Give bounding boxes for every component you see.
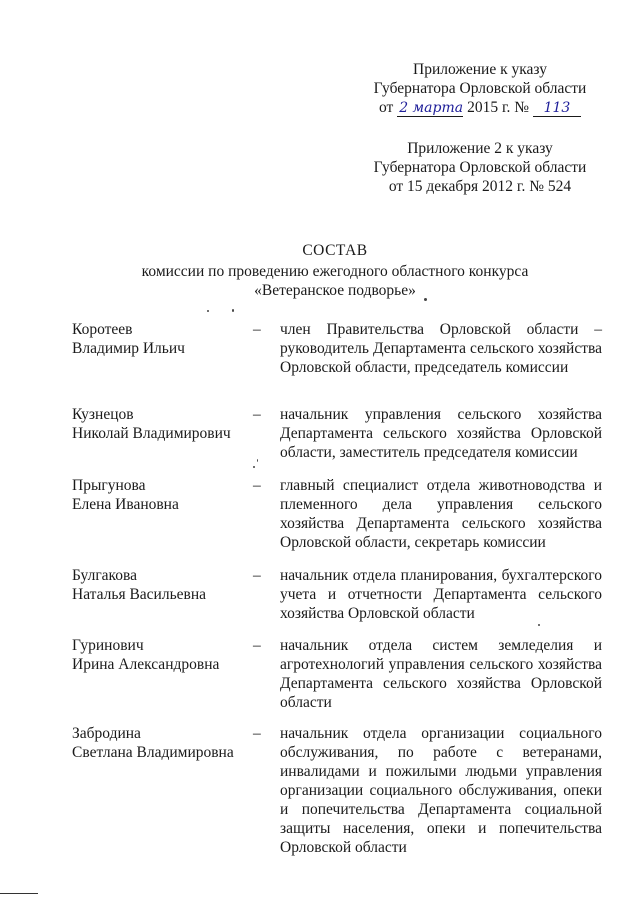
appendix-2-header (340, 139, 620, 196)
appendix-2-line-1: Приложение 2 к указу (407, 140, 553, 157)
handwritten-date: 2 марта (399, 100, 464, 116)
member-surname: Прыгунова (72, 477, 146, 494)
member-name (72, 476, 242, 514)
date-prefix: от (379, 99, 394, 116)
member-given-name: Елена Ивановна (72, 496, 179, 513)
document-title-block (60, 241, 610, 300)
document-title: СОСТАВ (302, 242, 368, 259)
member-given-name: Николай Владимирович (72, 425, 231, 442)
appendix-2-line-2: Губернатора Орловской области (373, 159, 587, 176)
member-role: член Правительства Орловской области – руководитель Департамента сельского хозяйства Орловской области, председатель комиссии (280, 321, 602, 376)
member-role: начальник отдела организации социального обслуживания, по работе с ветеранами, инвалидами и пожилыми людьми управления организации социального обслуживания, опеки и попечительства Департамента социальной защиты населения, опеки и попечительства Орловской области (280, 725, 602, 856)
member-given-name: Владимир Ильич (72, 340, 185, 357)
member-surname: Кузнецов (72, 406, 134, 423)
member-given-name: Светлана Владимировна (72, 744, 234, 761)
member-role: начальник отдела планирования, бухгалтерского учета и отчетности Департамента сельского хозяйства Орловской области (280, 567, 602, 622)
member-surname: Гуринович (72, 637, 144, 654)
scan-speck (424, 298, 427, 301)
handwritten-number: 113 (533, 101, 581, 117)
member-surname: Забродина (72, 725, 141, 742)
appendix-1-header (340, 60, 620, 117)
appendix-1-date-line (340, 98, 620, 117)
member-name (72, 566, 242, 604)
member-given-name: Ирина Александровна (72, 656, 220, 673)
member-surname: Коротеев (72, 321, 133, 338)
member-given-name: Наталья Васильевна (72, 586, 207, 603)
scan-speck (207, 310, 209, 312)
member-name (72, 320, 242, 358)
footer-rule (0, 893, 38, 894)
member-dash: – (253, 477, 261, 494)
member-dash: – (253, 406, 261, 423)
member-dash: – (253, 321, 261, 338)
member-role: главный специалист отдела животноводства и племенного дела управления сельского хозяйства Департамента сельского хозяйства Орловской области, секретарь комиссии (280, 477, 602, 551)
member-dash: – (253, 567, 261, 584)
appendix-1-line-1: Приложение к указу (413, 61, 547, 78)
appendix-2-line-3: от 15 декабря 2012 г. № 524 (388, 178, 572, 195)
date-year: 2015 г. № (467, 99, 530, 116)
document-subtitle-1: комиссии по проведению ежегодного областного конкурса (141, 263, 529, 280)
member-dash: – (253, 725, 261, 742)
member-name (72, 405, 242, 443)
document-subtitle-2: «Ветеранское подворье» (254, 282, 416, 299)
member-dash: – (253, 637, 261, 654)
member-surname: Булгакова (72, 567, 138, 584)
member-name (72, 724, 242, 762)
appendix-1-line-2: Губернатора Орловской области (373, 80, 587, 97)
scan-speck (257, 459, 258, 462)
scan-speck (232, 309, 234, 312)
member-role: начальник управления сельского хозяйства Департамента сельского хозяйства Орловской области, заместитель председателя комиссии (280, 406, 602, 461)
member-role: начальник отдела систем земледелия и агротехнологий управления сельского хозяйства Департамента сельского хозяйства Орловской области (280, 637, 602, 711)
member-name (72, 636, 242, 674)
scan-speck (253, 466, 255, 468)
scan-speck (538, 624, 540, 626)
